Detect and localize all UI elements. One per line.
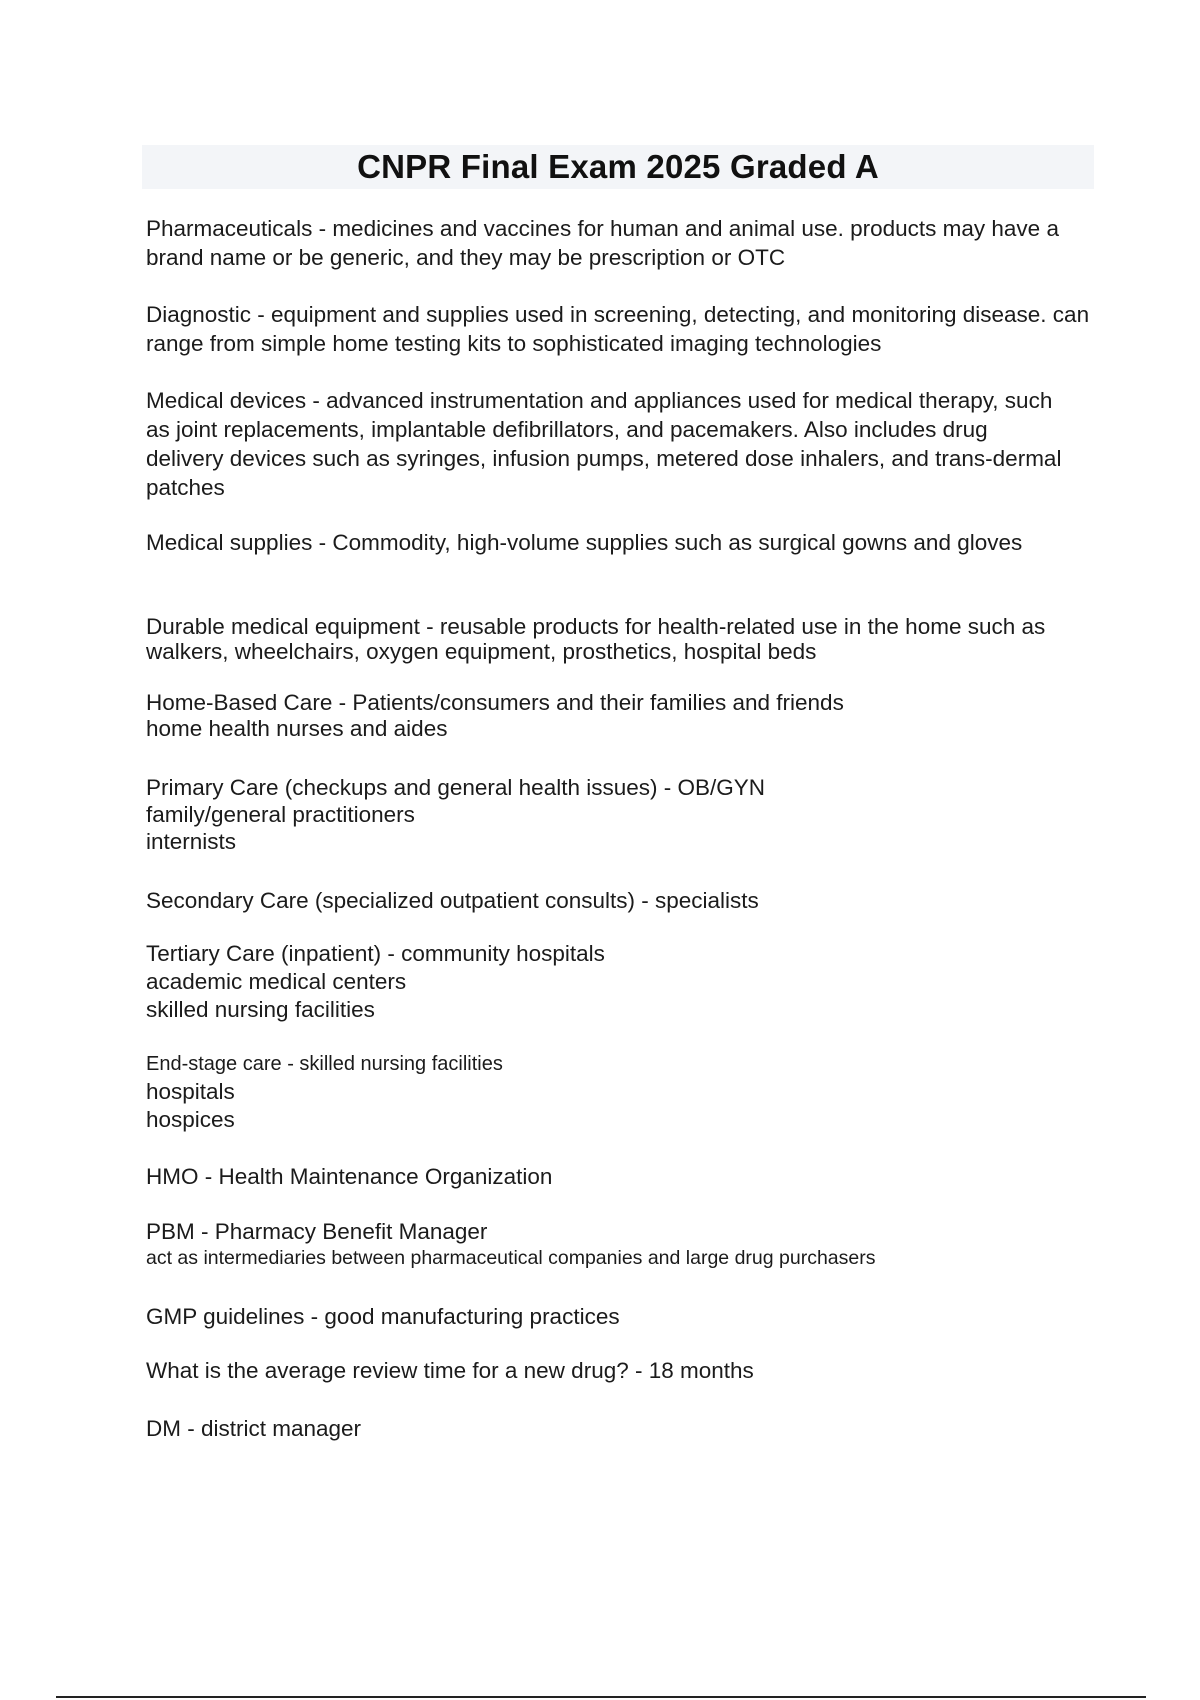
entry-pharmaceuticals — [146, 214, 1066, 272]
entry-line: Primary Care (checkups and general health issues) - OB/GYN — [146, 775, 766, 800]
entry-text: Diagnostic - equipment and supplies used in screening, detecting, and monitoring disease. can range from simple home testing kits to sophisticated imaging technologies — [146, 302, 1090, 356]
entry-line: family/general practitioners — [146, 802, 415, 827]
page-bottom-rule — [56, 1696, 1146, 1698]
entry-text: Medical devices - advanced instrumentation and appliances used for medical therapy, such as joint replacements, implantable defibrillators, and pacemakers. Also includes drug delivery devices such as syringes, infusion pumps, metered dose inhalers, and trans-dermal patches — [146, 388, 1062, 500]
entry-line: Secondary Care (specialized outpatient consults) - specialists — [146, 888, 759, 913]
entry-text: Medical supplies - Commodity, high-volume supplies such as surgical gowns and gloves — [146, 530, 1023, 555]
entry-text: Durable medical equipment - reusable products for health-related use in the home such as walkers, wheelchairs, oxygen equipment, prosthetics, hospital beds — [146, 614, 1046, 664]
entry-line: HMO - Health Maintenance Organization — [146, 1164, 553, 1189]
entry-hmo — [146, 1162, 1086, 1191]
document-title: CNPR Final Exam 2025 Graded A — [357, 148, 879, 185]
entry-line: PBM - Pharmacy Benefit Manager — [146, 1219, 488, 1244]
entry-pbm — [146, 1218, 1086, 1272]
entry-line: skilled nursing facilities — [146, 997, 375, 1022]
entry-medical-supplies — [146, 528, 1026, 557]
entry-home-based-care — [146, 690, 1086, 742]
entry-average-review-time — [146, 1356, 1086, 1385]
entry-line: DM - district manager — [146, 1416, 362, 1441]
entry-line: Home-Based Care - Patients/consumers and their families and friends — [146, 690, 844, 715]
entry-line: internists — [146, 829, 237, 854]
entry-durable-medical-equipment — [146, 614, 1091, 664]
entry-line: act as intermediaries between pharmaceutical companies and large drug purchasers — [146, 1247, 876, 1269]
entry-line: academic medical centers — [146, 969, 407, 994]
entry-tertiary-care — [146, 940, 1086, 1024]
entry-line: End-stage care - skilled nursing facilities — [146, 1053, 503, 1075]
entry-line: Tertiary Care (inpatient) - community hospitals — [146, 941, 605, 966]
entry-diagnostic — [146, 300, 1091, 358]
entry-primary-care — [146, 774, 1086, 855]
title-bar — [142, 145, 1094, 189]
entry-line: hospices — [146, 1107, 235, 1132]
entry-end-stage-care — [146, 1050, 1086, 1134]
entry-gmp-guidelines — [146, 1302, 1086, 1331]
entry-text: Pharmaceuticals - medicines and vaccines for human and animal use. products may have a brand name or be generic, and they may be prescription or OTC — [146, 216, 1059, 270]
entry-secondary-care — [146, 886, 1086, 915]
entry-line: home health nurses and aides — [146, 716, 448, 741]
entry-line: GMP guidelines - good manufacturing practices — [146, 1304, 620, 1329]
entry-medical-devices — [146, 386, 1066, 502]
entry-dm — [146, 1414, 1086, 1443]
entry-line: What is the average review time for a new drug? - 18 months — [146, 1358, 754, 1383]
entry-line: hospitals — [146, 1079, 235, 1104]
